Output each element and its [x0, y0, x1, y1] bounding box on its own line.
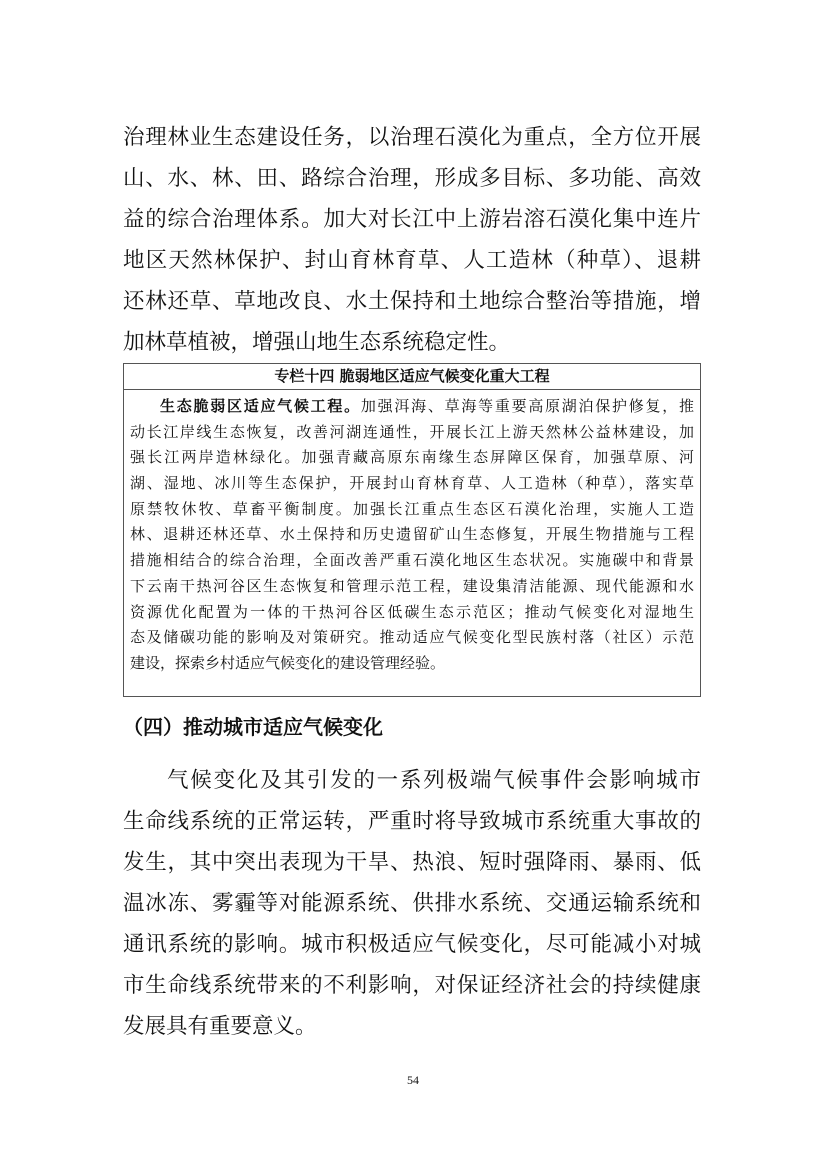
- text-line: 山、水、林、田、路综合治理，形成多目标、多功能、高效: [123, 166, 701, 191]
- text-line: 还林还草、草地改良、水土保持和土地综合整治等措施，增: [123, 289, 701, 314]
- text-line: 市生命线系统带来的不利影响，对保证经济社会的持续健康: [123, 973, 701, 998]
- text-line: 湖、湿地、冰川等生态保护，开展封山育林育草、人工造林（种草），落实草: [130, 474, 694, 493]
- box-body: [124, 390, 700, 677]
- text-line: 动长江岸线生态恢复，改善河湖连通性，开展长江上游天然林公益林建设，加: [130, 422, 694, 441]
- box-lead: 生态脆弱区适应气候工程。: [160, 397, 361, 415]
- text-line: 通讯系统的影响。城市积极适应气候变化，尽可能减小对城: [123, 932, 701, 957]
- text-line: 温冰冻、雾霾等对能源系统、供排水系统、交通运输系统和: [123, 891, 701, 916]
- text-line: 加林草植被，增强山地生态系统稳定性。: [123, 330, 511, 355]
- text-line: 发生，其中突出表现为干旱、热浪、短时强降雨、暴雨、低: [123, 850, 701, 875]
- text-line: 措施相结合的综合治理，全面改善严重石漠化地区生态状况。实施碳中和背景: [130, 551, 694, 570]
- box-title: 专栏十四 脆弱地区适应气候变化重大工程: [124, 364, 700, 390]
- text-line: 林、退耕还林还草、水土保持和历史遗留矿山生态修复，开展生物措施与工程: [130, 525, 694, 544]
- text-line: [130, 394, 694, 420]
- text-line: 益的综合治理体系。加大对长江中上游岩溶石漠化集中连片: [123, 207, 701, 232]
- text-line: 气候变化及其引发的一系列极端气候事件会影响城市: [167, 768, 701, 793]
- text-line: 强长江两岸造林绿化。加强青藏高原东南缘生态屏障区保育，加强草原、河: [130, 448, 694, 467]
- sidebar-box: [123, 363, 701, 697]
- paragraph-2: [123, 760, 701, 1047]
- text-line: 资源优化配置为一体的干热河谷区低碳生态示范区；推动气候变化对湿地生: [130, 602, 694, 621]
- text-line: 地区天然林保护、封山育林育草、人工造林（种草）、退耕: [123, 248, 701, 273]
- text-line: 发展具有重要意义。: [123, 1014, 317, 1039]
- text-line: 治理林业生态建设任务，以治理石漠化为重点，全方位开展: [123, 125, 701, 150]
- section-heading: （四）推动城市适应气候变化: [123, 715, 383, 739]
- text-line: 原禁牧休牧、草畜平衡制度。加强长江重点生态区石漠化治理，实施人工造: [130, 499, 694, 518]
- text-line: 建设，探索乡村适应气候变化的建设管理经验。: [130, 653, 446, 672]
- paragraph-1: [123, 117, 701, 363]
- page-number: 54: [407, 1073, 419, 1087]
- text-line: 态及储碳功能的影响及对策研究。推动适应气候变化型民族村落（社区）示范: [130, 628, 694, 647]
- text-line: 生命线系统的正常运转，严重时将导致城市系统重大事故的: [123, 809, 701, 834]
- box-first-line: 加强洱海、草海等重要高原湖泊保护修复，推: [360, 397, 694, 415]
- text-line: 下云南干热河谷区生态恢复和管理示范工程，建设集清洁能源、现代能源和水: [130, 576, 694, 595]
